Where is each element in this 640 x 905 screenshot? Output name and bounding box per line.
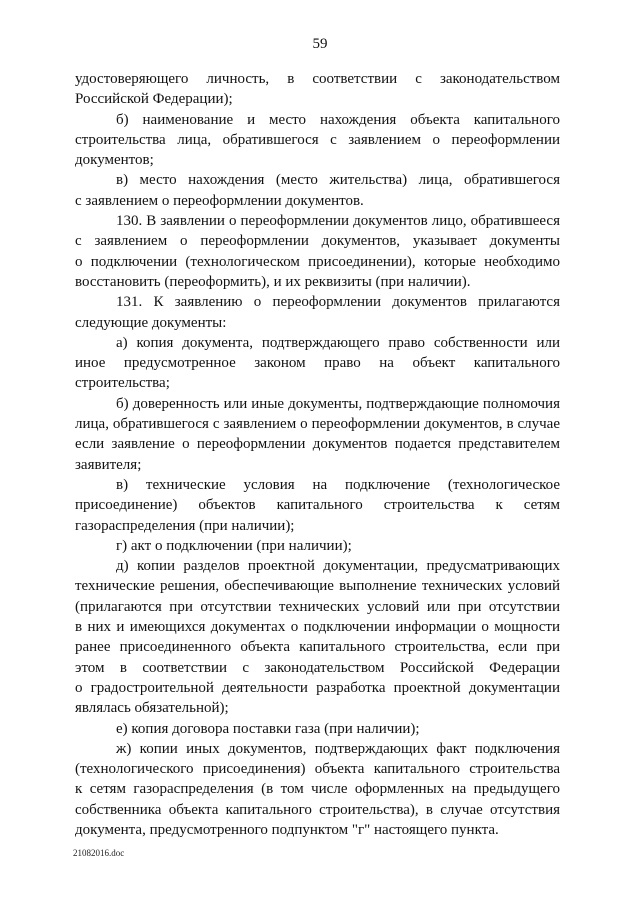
page-number: 59 [312, 36, 328, 52]
paragraph-line: следующие документы: [75, 314, 227, 331]
paragraph-line: а) копия документа, подтверждающего право собственности или [116, 334, 560, 351]
paragraph [75, 170, 560, 211]
paragraph-line: 130. В заявлении о переоформлении документов лицо, обратившееся [116, 213, 560, 230]
paragraph-line: г) акт о подключении (при наличии); [116, 537, 352, 554]
paragraph-line: к сетям газораспределения (в том числе оформленных на предыдущего [75, 781, 560, 798]
paragraph [75, 536, 560, 556]
paragraph-line: б) наименование и место нахождения объекта капитального [116, 111, 560, 128]
paragraph [75, 475, 560, 536]
paragraph [75, 739, 560, 840]
paragraph-line: (прилагаются при отсутствии технических условий или при отсутствии [75, 598, 560, 615]
paragraph-line: е) копия договора поставки газа (при наличии); [116, 720, 420, 737]
paragraph-line: восстановить (переоформить), и их реквизиты (при наличии). [75, 273, 471, 290]
paragraph [75, 394, 560, 475]
paragraph-line: ранее присоединенного объекта капитального строительства, если при [75, 639, 560, 656]
paragraph-line: заявителя; [75, 456, 142, 473]
paragraph [75, 556, 560, 718]
paragraph-line: собственника объекта капитального строительства), в случае отсутствия [75, 801, 560, 818]
paragraph-line: если заявление о переоформлении документов подается представителем [75, 436, 560, 453]
paragraph-line: в) технические условия на подключение (технологическое [116, 476, 560, 493]
paragraph [75, 110, 560, 171]
paragraph [75, 211, 560, 292]
paragraph-line: 131. К заявлению о переоформлении документов прилагаются [116, 294, 560, 311]
paragraph-line: Российской Федерации); [75, 91, 233, 108]
paragraph-line: (технологического присоединения) объекта капитального строительства [75, 761, 560, 778]
footer-filename: 21082016.doc [73, 848, 125, 858]
paragraph-line: строительства; [75, 375, 170, 392]
paragraph-line: удостоверяющего личность, в соответствии с законодательством [75, 71, 560, 87]
paragraph-line: документа, предусмотренного подпунктом "г" настоящего пункта. [75, 821, 499, 838]
paragraph [75, 292, 560, 333]
paragraph-line: о подключении (технологическом присоединении), которые необходимо [75, 253, 560, 270]
paragraph-line: лица, обратившегося с заявлением о переоформлении документов, в случае [75, 416, 560, 433]
paragraph-line: с заявлением о переоформлении документов, указывает документы [75, 233, 560, 250]
paragraph-line: строительства лица, обратившегося с заявлением о переоформлении [75, 131, 560, 148]
paragraph-line: с заявлением о переоформлении документов. [75, 192, 364, 209]
paragraph-line: технические решения, обеспечивающие выполнение технических условий [75, 578, 560, 595]
paragraph [75, 719, 560, 739]
paragraph-line: являлась обязательной); [75, 700, 229, 717]
paragraph-line: в них и имеющихся документах о подключении информации о мощности [75, 619, 560, 636]
document-body [75, 69, 560, 840]
paragraph-line: документов; [75, 152, 154, 169]
paragraph-line: иное предусмотренное законом право на объект капитального [75, 355, 560, 372]
paragraph-line: б) доверенность или иные документы, подтверждающие полномочия [116, 395, 560, 412]
paragraph-line: д) копии разделов проектной документации, предусматривающих [116, 558, 560, 575]
paragraph-line: газораспределения (при наличии); [75, 517, 295, 534]
paragraph-line: этом в соответствии с законодательством Российской Федерации [75, 659, 560, 676]
paragraph-line: ж) копии иных документов, подтверждающих факт подключения [116, 740, 560, 757]
paragraph [75, 333, 560, 394]
paragraph-line: в) место нахождения (место жительства) лица, обратившегося [116, 172, 560, 189]
paragraph [75, 69, 560, 110]
paragraph-line: присоединение) объектов капитального строительства к сетям [75, 497, 560, 514]
paragraph-line: о градостроительной деятельности разработка проектной документации [75, 679, 560, 696]
